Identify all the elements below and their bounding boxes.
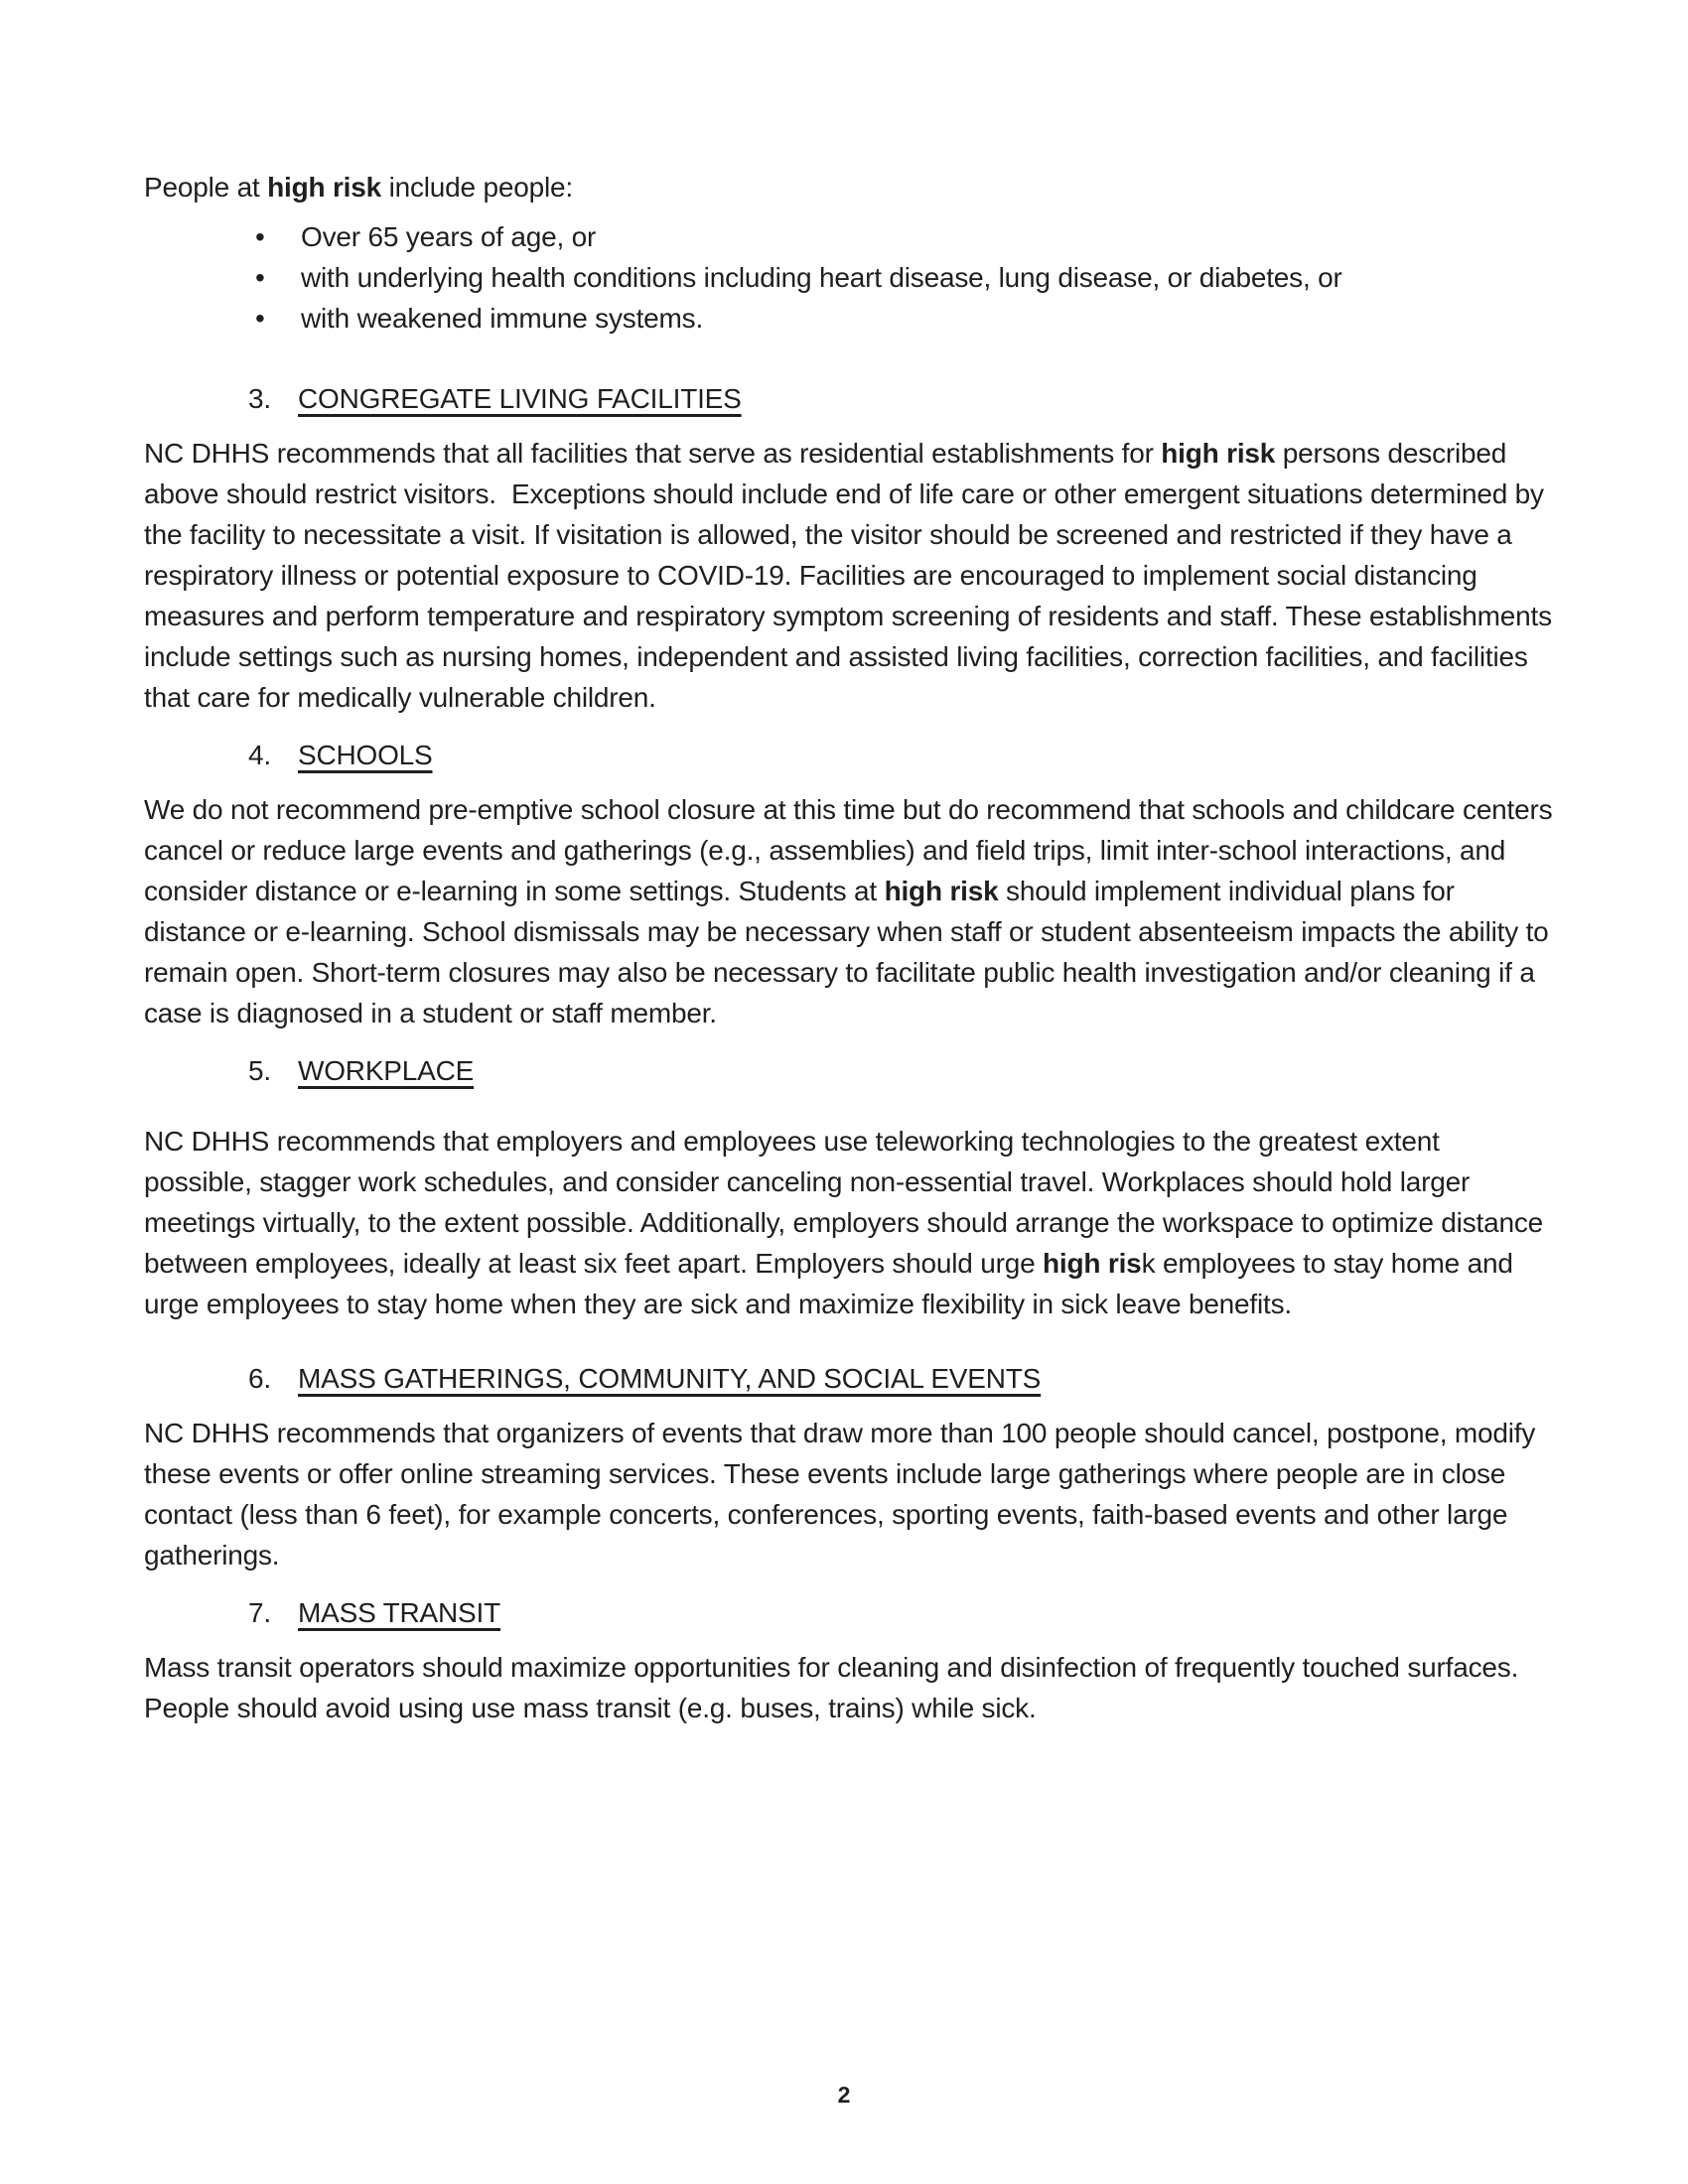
section-heading — [144, 378, 1554, 419]
section-paragraph: Mass transit operators should maximize opportunities for cleaning and disinfection of frequently touched surfaces. People should avoid using use mass transit (e.g. buses, trains) while sick. — [144, 1652, 1526, 1723]
section-title: MASS TRANSIT — [298, 1597, 501, 1628]
section-mass-transit — [144, 1592, 1554, 1728]
section-title: CONGREGATE LIVING FACILITIES — [298, 383, 742, 414]
section-number: 7. — [248, 1597, 271, 1628]
section-workplace — [144, 1050, 1554, 1324]
section-paragraph: NC DHHS recommends that organizers of events that draw more than 100 people should cancel, postpone, modify these events or offer online streaming services. These events include large gatherings where people are in close contact (less than 6 feet), for example concerts, conferences, sporting events, faith-based events and other large gatherings. — [144, 1418, 1543, 1570]
section-heading — [144, 735, 1554, 775]
section-number: 5. — [248, 1055, 271, 1086]
list-item: • Over 65 years of age, or — [144, 216, 1554, 257]
document-content — [144, 167, 1561, 1728]
section-paragraph: NC DHHS recommends that employers and employees use teleworking technologies to the greatest extent possible, stagger work schedules, and consider canceling non-essential travel. Workplaces should hold larger meetings virtually, to the extent possible. Additionally, employers should arrange the workspace to optimize distance between employees, ideally at least six feet apart. Employers should urge high risk employees to stay home and urge employees to stay home when they are sick and maximize flexibility in sick leave benefits. — [144, 1126, 1551, 1319]
page-number: 2 — [837, 2082, 851, 2108]
section-congregate-living-facilities — [144, 378, 1560, 718]
section-heading — [144, 1592, 1554, 1633]
section-heading — [144, 1358, 1554, 1399]
list-item: • with underlying health conditions including heart disease, lung disease, or diabetes, or — [144, 257, 1554, 298]
section-heading — [144, 1050, 1554, 1091]
section-title: WORKPLACE — [298, 1055, 475, 1086]
section-number: 3. — [248, 383, 271, 414]
section-title: MASS GATHERINGS, COMMUNITY, AND SOCIAL EVENTS — [298, 1363, 1042, 1394]
list-item: • with weakened immune systems. — [144, 298, 1554, 339]
section-number: 6. — [248, 1363, 271, 1394]
section-mass-gatherings — [144, 1358, 1554, 1575]
section-number: 4. — [248, 740, 271, 770]
intro-paragraph: People at high risk include people: — [144, 172, 573, 203]
high-risk-bullet-list — [144, 216, 1554, 339]
section-schools — [144, 735, 1561, 1033]
section-paragraph: We do not recommend pre-emptive school closure at this time but do recommend that schools and childcare centers cancel or reduce large events and gatherings (e.g., assemblies) and field trips, limit inter-school interactions, and consider distance or e-learning in some settings. Students at high risk should implement individual plans for distance or e-learning. School dismissals may be necessary when staff or student absenteeism impacts the ability to remain open. Short-term closures may also be necessary to facilitate public health investigation and/or cleaning if a case is diagnosed in a student or staff member. — [144, 794, 1561, 1028]
section-paragraph: NC DHHS recommends that all facilities that serve as residential establishments for high risk persons described above should restrict visitors. Exceptions should include end of life care or other emergent situations determined by the facility to necessitate a visit. If visitation is allowed, the visitor should be screened and restricted if they have a respiratory illness or potential exposure to COVID-19. Facilities are encouraged to implement social distancing measures and perform temperature and respiratory symptom screening of residents and staff. These establishments include settings such as nursing homes, independent and assisted living facilities, correction facilities, and facilities that care for medically vulnerable children. — [144, 438, 1560, 713]
section-title: SCHOOLS — [298, 740, 433, 770]
